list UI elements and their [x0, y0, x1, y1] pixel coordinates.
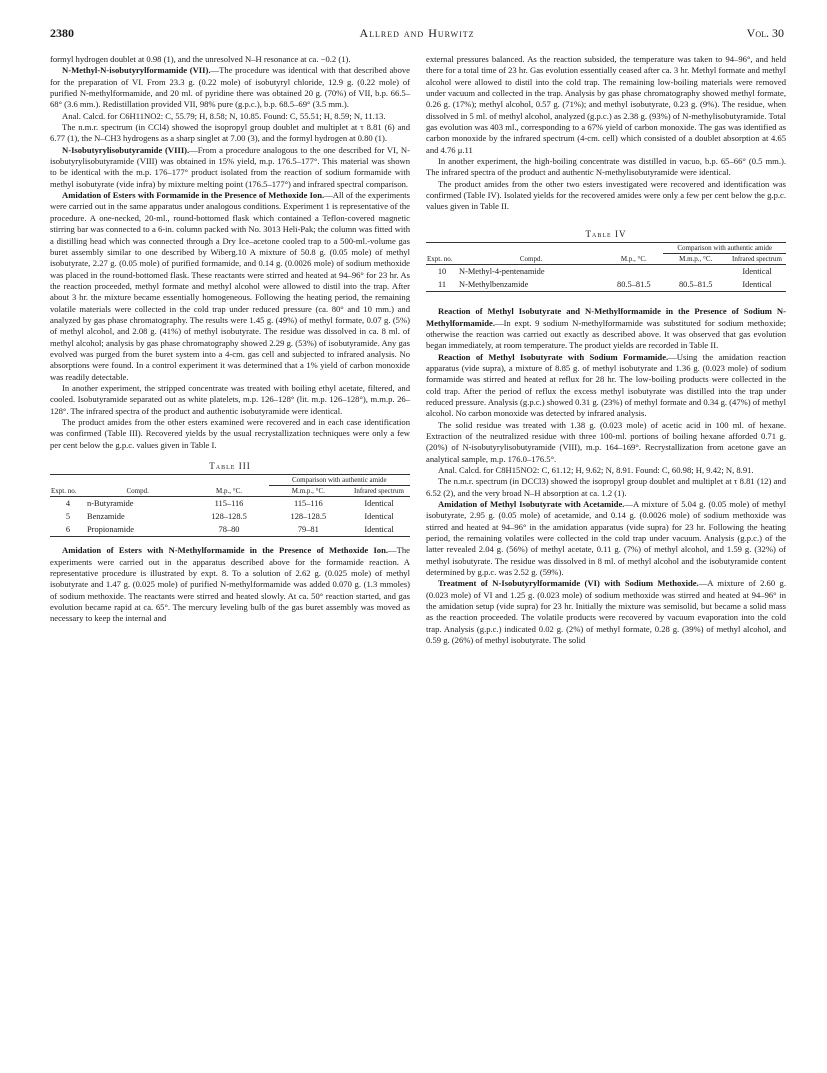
- col-header-mp: M.p., °C.: [189, 486, 268, 497]
- section-heading: Amidation of Esters with N-Methylformamide in the Presence of Methoxide Ion.: [62, 545, 389, 556]
- analysis-line: Anal. Calcd. for C6H11NO2: C, 55.79; H, 8.58; N, 10.85. Found: C, 55.51; H, 8.59; N, 11.13.: [62, 110, 386, 121]
- col-header-compd: Compd.: [86, 486, 189, 497]
- section-heading: Reaction of Methyl Isobutyrate and N-Methylformamide in the Presence of Sodium N-Methylformamide.: [426, 306, 786, 328]
- paragraph-text: —From a procedure analogous to the one described for VI, N-isobutyrylisobutyramide (VIII) was obtained in 15% yield, m.p. 176.5–177°. This material was shown to be identical with the m.p. 176–177° product isolated from the reaction of sodium formamide with methyl isobutyrate (vide infra) by mixture melting point (176.5–177°) and infrared spectral comparison.: [50, 144, 410, 189]
- cell-mmp: 79–81: [297, 525, 319, 535]
- cell-ir: Identical: [742, 267, 772, 277]
- cell-compd: N-Methyl-4-pentenamide: [459, 267, 545, 277]
- paragraph: [50, 145, 410, 190]
- running-authors: Allred and Hurwitz: [359, 26, 475, 40]
- cell-no: 4: [65, 499, 71, 509]
- paragraph: The product amides from the other two esters investigated were recovered and identification was confirmed (Table IV). Isolated yields for the recovered amides were only a few per cent below the g.p.c. values given in Table II.: [426, 178, 786, 212]
- cell-mmp: 80.5–81.5: [678, 280, 713, 290]
- paragraph-text: —In expt. 9 sodium N-methylformamide was substituted for sodium methoxide; otherwise the reaction was carried out exactly as described above. It was observed that gas evolution began immediately, at room temperature. The product yields are recorded in Table II.: [426, 317, 786, 351]
- cell-ir: Identical: [364, 499, 394, 509]
- running-header: [50, 26, 784, 42]
- table-row: [50, 510, 410, 523]
- cell-mp: 80.5–81.5: [617, 280, 651, 290]
- group-header: Comparison with authentic amide: [663, 243, 786, 254]
- section-heading: Amidation of Methyl Isobutyrate with Acetamide.: [438, 499, 625, 509]
- cell-mmp: [663, 265, 728, 279]
- paragraph: [426, 578, 786, 646]
- table-iv: [426, 229, 786, 292]
- col-header-compd: Compd.: [458, 254, 604, 265]
- paragraph: [50, 65, 410, 110]
- paragraph-text: —Using the amidation reaction apparatus (vide supra), a mixture of 8.85 g. of methyl isobutyrate and 1.36 g. (0.023 mole) of sodium formamide was stirred and heated at reflux for 28 hr. The low-boiling products were collected in the cold trap. After the period of reflux the excess methyl isobutyrate was distilled into the trap under reduced pressure. Analysis (g.p.c.) showed 0.31 g. (23%) of methyl formate and 0.34 g. (47%) of methyl alcohol. No carbon monoxide was detected by infrared analysis.: [426, 351, 786, 419]
- page-number: 2380: [50, 26, 74, 40]
- col-header-expt: Expt. no.: [50, 486, 86, 497]
- paragraph-text: —The experiments were carried out in the apparatus described above for the formamide reaction. A representative procedure is illustrated by expt. 8. To a solution of 2.62 g. (0.025 mole) of methyl isobutyrate and 1.47 g. (0.025 mole) of purified N-methylformamide was added 0.070 g. (1.3 mmoles) of sodium methoxide. The reactants were stirred and heated slowly. At ca. 50° reaction started, and gas evolution became rapid at ca. 65°. The mercury leveling bulb of the gas buret assembly was moved as necessary to keep the internal and: [50, 545, 410, 624]
- paragraph: [426, 306, 786, 351]
- table-row: [426, 278, 786, 292]
- data-table: [426, 242, 786, 292]
- cell-mp: 128–128.5: [211, 512, 247, 522]
- paragraph: external pressures balanced. As the reaction subsided, the temperature was taken to 94–96°, and held there for a total time of 23 hr. Gas evolution essentially ceased after ca. 3 hr. Methyl formate and methyl alcohol were allowed to distil into the cold trap. The remaining low-boiling materials were removed under vacuum and collected in the trap. Analysis by gas phase chromatography showed methyl formate, 0.26 g. (17%); methyl alcohol, 0.57 g. (71%); and methyl isobutyrate, 0.23 g. (9%). The residue, when dissolved in 5 ml. of methyl alcohol, analyzed (g.p.c.) as 2.38 g. (93%) of N-methylisobutyramide. Total gas evolution was 403 ml., corresponding to a 67% yield of carbon monoxide. The gas was identified as carbon monoxide by the infrared spectrum (4-cm. cell) which consisted of a doublet absorption at 4.65 and 4.76 μ.11: [426, 54, 786, 155]
- cell-compd: Benzamide: [87, 512, 125, 522]
- table-row: [50, 523, 410, 537]
- paragraph: [50, 545, 410, 624]
- paragraph: formyl hydrogen doublet at 0.98 (1), and the unresolved N–H resonance at ca. −0.2 (1).: [50, 54, 351, 64]
- col-header-mmp: M.m.p., °C.: [269, 486, 348, 497]
- col-header-expt: Expt. no.: [426, 254, 458, 265]
- section-heading: N-Methyl-N-isobutyrylformamide (VII).: [62, 65, 211, 76]
- paragraph: The n.m.r. spectrum (in CCl4) showed the isopropyl group doublet and multiplet at τ 8.81 (6) and 6.77 (1), the N–CH3 hydrogens as a sharp singlet at 7.00 (3), and the formyl hydrogen at 0.80 (1).: [50, 122, 410, 144]
- cell-mp: 78–80: [218, 525, 240, 535]
- cell-compd: Propionamide: [87, 525, 134, 535]
- cell-no: 5: [65, 512, 71, 522]
- section-heading: Treatment of N-Isobutyrylformamide (VI) with Sodium Methoxide.: [438, 578, 699, 589]
- table-row: [50, 497, 410, 511]
- cell-ir: Identical: [364, 525, 394, 535]
- left-column: [50, 54, 410, 625]
- section-heading: Reaction of Methyl Isobutyrate with Sodium Formamide.: [438, 351, 669, 362]
- table-caption: Table IV: [585, 228, 627, 239]
- cell-no: 6: [65, 525, 71, 535]
- paragraph-text: —All of the experiments were carried out in the same apparatus under analogous conditions. Experiment 1 is representative of the procedure. A one-necked, 20-ml., round-bottomed flask which contained a Teflon-covered magnetic stirring bar was connected to a 6-in. column packed with No. 3013 Heli-Pak; the column was fitted with a distilling head which was connected through a Dry Ice–acetone cooled trap to a 500-ml.-volume gas buret assembly similar to one described by Wiberg.10 A mixture of 50.8 g. (0.05 mole) of methyl isobutyrate, 2.27 g. (0.05 mole) of purified formamide, and 0.14 g. (0.0026 mole) of sodium methoxide was placed in the round-bottomed flask. These reactants were stirred and heated at 94–96° for 23 hr. As the reaction proceeded, methyl formate and methyl alcohol were allowed to distil into the trap. After about 3 hr. the mixture became essentially homogeneous. Following the heating period, the remaining volatile materials were collected in the cold trap under reduced pressure (ca. 80° and 10 mm.) and analyzed by gas phase chromatography. The results were 1.45 g. (49%) of methyl formate, 0.07 g. (5%) of methyl alcohol, and 2.08 g. (41%) of methyl isobutyrate. The residue was dissolved in ca. 8 ml. of methyl alcohol; analysis by gas phase chromatography showed 2.29 g. (53%) of isobutyramide. Any gas evolved was purged from the buret system into a 4-cm. gas cell and subjected to infrared analysis. No absorptions were found. In a control experiment it was determined that a 1% yield of carbon monoxide was readily detectable.: [50, 190, 410, 382]
- analysis-line: Anal. Calcd. for C8H15NO2: C, 61.12; H, 9.62; N, 8.91. Found: C, 60.98; H, 9.42; N, 8.91.: [438, 464, 754, 475]
- volume-label: Vol. 30: [746, 26, 784, 40]
- group-header: Comparison with authentic amide: [269, 475, 410, 486]
- cell-no: 11: [437, 280, 447, 290]
- table-row: [426, 265, 786, 279]
- cell-mmp: 128–128.5: [290, 512, 327, 522]
- paragraph: In another experiment, the high-boiling concentrate was distilled in vacuo, b.p. 65–66° (0.5 mm.). The infrared spectra of the product and authentic N-methylisobutyramide were identical.: [426, 156, 786, 178]
- cell-ir: Identical: [742, 280, 772, 290]
- section-heading: N-Isobutyrylisobutyramide (VIII).: [62, 144, 190, 155]
- paragraph: [50, 190, 410, 383]
- paragraph-text: —A mixture of 2.60 g. (0.023 mole) of VI and 1.25 g. (0.023 mole) of sodium methoxide was stirred and heated at 94–96° in the amidation setup (vide supra) for 23 hr. Initially the mixture was semisolid, but became a solid mass as the reaction proceeded. The volatile products were recovered by vacuum evaporation into the cold trap. Analysis (g.p.c.) indicated 0.02 g. (2%) of methyl formate, 0.28 g. (39%) of methyl alcohol, and 0.59 g. (26%) of methyl isobutyrate. The solid: [426, 578, 786, 646]
- cell-mp: 115–116: [214, 499, 244, 509]
- paragraph: [426, 352, 786, 420]
- paragraph: The solid residue was treated with 1.38 g. (0.023 mole) of acetic acid in 100 ml. of hexane. Extraction of the neutralized residue with three 100-ml. portions of boiling hexane afforded 0.71 g. (20%) of N-isobutyrylisobutyramide (VIII), m.p. 164–169°. Recrystallization from acetone gave an analytical sample, m.p. 176.0–176.5°.: [426, 419, 786, 464]
- cell-mmp: 115–116: [293, 499, 323, 509]
- table-caption: Table III: [209, 461, 251, 472]
- cell-no: 10: [437, 267, 447, 277]
- paragraph: The product amides from the other esters examined were recovered and in each case identification was confirmed (Table III). Recovered yields by the usual recrystallization techniques were only a few per cent below the g.p.c. values given in Table I.: [50, 417, 410, 450]
- paragraph: The n.m.r. spectrum (in DCCl3) showed the isopropyl group doublet and multiplet at τ 8.81 (12) and 6.52 (2), and the very broad N–H absorption at ca. 1.2 (1).: [426, 476, 786, 498]
- paragraph: In another experiment, the stripped concentrate was treated with boiling ethyl acetate, filtered, and cooled. Isobutyramide separated out as white platelets, m.p. 126–128° (lit. m.p. 126–128°), m.m.p. 26–128°. The infrared spectra of the product and authentic isobutyramide were identical.: [50, 382, 410, 416]
- col-header-mmp: M.m.p., °C.: [663, 254, 728, 265]
- cell-ir: Identical: [364, 512, 394, 522]
- col-header-ir: Infrared spectrum: [348, 486, 410, 497]
- right-column: [426, 54, 786, 646]
- paragraph-text: —A mixture of 5.04 g. (0.05 mole) of methyl isobutyrate, 2.95 g. (0.05 mole) of acetamide, and 0.14 g. (0.0026 mole) of sodium methoxide was stirred and heated at 94–96° in the amidation apparatus (vide supra) for 23 hr. Following the heating period, the remaining volatiles were collected in the cold trap under vacuum. Analysis (g.p.c.) of the latter revealed 2.04 g. (56%) of methyl acetate, 0.11 g. (7%) of methyl alcohol, and 1.59 g. (32%) of methyl isobutyrate. The residue was dissolved in 8 ml. of methyl alcohol and the isobutyramide content determined by g.p.c. was 2.52 g. (59%).: [426, 499, 787, 578]
- paragraph: [426, 499, 786, 578]
- cell-compd: n-Butyramide: [87, 499, 134, 509]
- col-header-ir: Infrared spectrum: [728, 254, 786, 265]
- col-header-mp: M.p., °C.: [604, 254, 663, 265]
- table-iii: [50, 461, 410, 537]
- paragraph-text: —The procedure was identical with that described above for the preparation of VI. From 23.3 g. (0.22 mole) of isobutyryl chloride, 12.9 g. (0.22 mole) of purified N-methylformamide, and 20 ml. of pyridine there was obtained 20 g. (70%) of VII, b.p. 66.5–68° (3.6 mm.). Redistillation provided VII, 98% pure (g.p.c.), b.p. 68.5–69° (3.5 mm.).: [50, 65, 410, 110]
- data-table: [50, 474, 410, 537]
- cell-mp: [604, 265, 663, 279]
- section-heading: Amidation of Esters with Formamide in the Presence of Methoxide Ion.: [62, 190, 325, 201]
- cell-compd: N-Methylbenzamide: [459, 280, 529, 290]
